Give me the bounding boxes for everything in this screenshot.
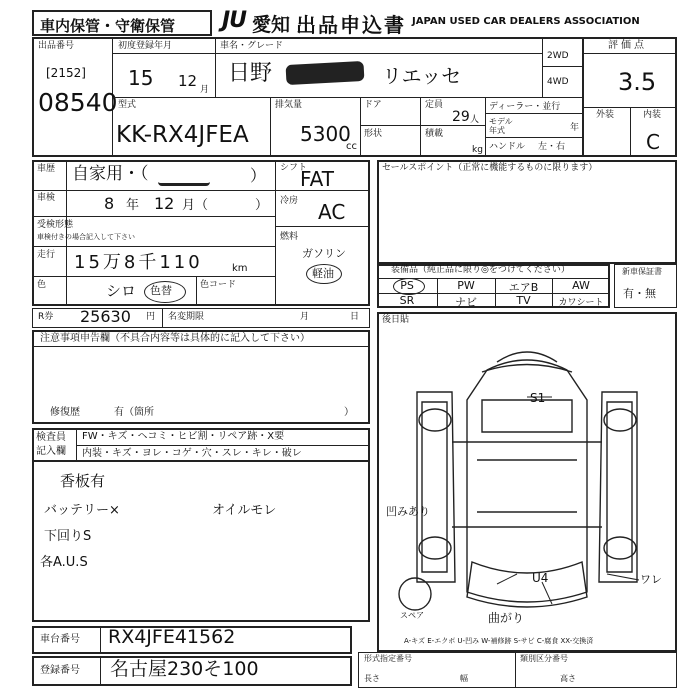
registration-month-unit: 月 [200, 85, 210, 95]
acceptance-label: 受検形態 [37, 220, 74, 230]
history-suffix: ） [250, 166, 267, 185]
handle-label: ハンドル [489, 142, 526, 152]
cat-label: 類別区分番号 [520, 654, 568, 663]
registration-month: 12 [178, 72, 198, 90]
fuel-label: 燃料 [280, 232, 299, 242]
inspection-year-unit: 年 [126, 198, 140, 213]
plate-value: 名古屋230そ100 [110, 658, 259, 680]
exterior-label: 外装 [596, 110, 615, 120]
length-label: 長さ [364, 674, 380, 683]
inspector-entry-label: 記入欄 [36, 446, 66, 457]
inspector-row1: FW・キズ・ヘコミ・ヒビ割・リペア跡・X要 [82, 431, 285, 442]
shape-label: 形状 [364, 129, 383, 139]
storage-label-box [32, 10, 212, 36]
rcert-value: 25630 [80, 307, 131, 326]
equip-ps: PS [400, 279, 414, 292]
vehicle-diagram [377, 312, 677, 652]
notes-label: 注意事項申告欄（不具合内容等は具体的に記入して下さい） [40, 333, 310, 344]
note-4: 下回りS [44, 529, 92, 544]
lot-sub: [2152] [46, 66, 86, 80]
note-2: バッテリー× [44, 503, 120, 518]
mark-s1: S1 [530, 391, 546, 405]
displacement-value: 5300 [300, 122, 351, 146]
year-unit: 年 [570, 123, 580, 133]
inspection-suffix: ） [255, 198, 269, 213]
car-grade-value: リエッセ [382, 64, 462, 88]
height-label: 高さ [560, 674, 576, 683]
name-change-day: 日 [350, 312, 360, 322]
mark-crack: ワレ [640, 573, 662, 586]
fuel-circle [306, 264, 342, 284]
interior-grade: C [646, 130, 660, 154]
dealer-label: ディーラー・並行 [489, 102, 561, 112]
car-name-label: 車名・グレード [220, 41, 284, 51]
load-unit: kg [472, 145, 483, 155]
chassis-label: 車台番号 [40, 634, 80, 645]
model-year-label: モデル 年式 [489, 117, 513, 135]
ac-label: 冷房 [280, 196, 299, 206]
inspector-label: 検査員 [36, 432, 66, 443]
inspector-row2: 内装・キズ・ヨレ・コゲ・穴・スレ・キレ・破レ [82, 448, 302, 459]
equip-airbag: エアB [508, 281, 539, 294]
warranty-value: 有・無 [623, 287, 656, 300]
chassis-value: RX4JFE41562 [108, 626, 236, 648]
car-name-value: 日野 [228, 61, 273, 86]
note-5: 各A.U.S [40, 555, 88, 570]
warranty-label: 新車保証書 [622, 267, 662, 276]
damage-legend: A-キズ E-エクボ U-凹み W-補修跡 S-サビ C-腐食 XX-交換済 [404, 637, 594, 645]
note-3: オイルモレ [212, 503, 277, 518]
shift-value: FAT [300, 167, 335, 191]
drive-4wd: 4WD [547, 77, 569, 87]
load-label: 積載 [425, 129, 444, 139]
plate-label: 登録番号 [40, 665, 80, 676]
note-1: 香板有 [60, 472, 106, 490]
equip-leather: カワシート [558, 298, 604, 308]
car-name-scribble [286, 61, 365, 85]
lot-label: 出品番号 [38, 41, 75, 51]
rcert-unit: 円 [146, 312, 156, 322]
registration-label: 初度登録年月 [118, 41, 173, 51]
tx-label: 形式指定番号 [364, 654, 412, 663]
form-title: 出品申込書 [296, 13, 406, 37]
capacity-label: 定員 [425, 100, 444, 110]
sales-point-section [377, 160, 677, 264]
rating-score: 3.5 [618, 68, 657, 96]
capacity-unit: 人 [470, 115, 480, 125]
drive-2wd: 2WD [547, 51, 569, 61]
repair-value: 有（箇所 [114, 407, 154, 418]
equip-aw: AW [572, 279, 590, 292]
equipment-label: 装備品（純正品に限り◎をつけてください） [391, 265, 570, 275]
rating-label: 評価点 [608, 40, 647, 51]
equip-sr: SR [399, 294, 415, 307]
fuel-gasoline: ガソリン [302, 247, 346, 260]
repair-label: 修復歴 [50, 407, 80, 418]
equip-navi: ナビ [455, 296, 477, 309]
history-scribble [158, 169, 210, 186]
ju-logo: JU [222, 8, 247, 33]
name-change-month: 月 [300, 312, 310, 322]
repair-suffix: ） [344, 407, 354, 418]
model-value: KK-RX4JFEA [116, 122, 249, 148]
displacement-label: 排気量 [275, 100, 303, 110]
displacement-unit: cc [346, 141, 357, 152]
inspection-year: 8 [104, 194, 115, 213]
mark-bent: 曲がり [488, 611, 525, 625]
association-name: JAPAN USED CAR DEALERS ASSOCIATION [412, 16, 640, 27]
capacity-value: 29 [452, 109, 470, 125]
color-code-label: 色コード [200, 280, 237, 290]
mileage-unit: km [232, 263, 248, 274]
mileage-value: 15万8千110 [74, 252, 203, 273]
spare-label: スペア [400, 611, 424, 620]
rcert-label: R券 [38, 312, 54, 322]
handle-options: 左・右 [538, 142, 566, 152]
mark-dented: 凹みあり [386, 505, 430, 518]
model-label: 型式 [118, 100, 137, 110]
registration-year: 15 [128, 66, 154, 90]
mileage-label: 走行 [37, 250, 56, 260]
after-paste-label: 後日貼 [382, 315, 410, 325]
color-value: シロ [106, 282, 137, 300]
equip-tv: TV [516, 294, 531, 307]
shift-label: シフト [280, 163, 308, 173]
mark-u4: U4 [532, 571, 549, 585]
org-name: 愛知 [252, 14, 291, 36]
inspection-month-unit: 月（ [182, 198, 209, 213]
history-value: 自家用・（ [72, 164, 149, 184]
door-label: ドア [364, 100, 382, 110]
ac-value: AC [318, 200, 346, 224]
storage-label: 車内保管・守衛保管 [40, 17, 176, 35]
acceptance-note: 車検付きの場合記入して下さい [37, 233, 135, 241]
interior-label: 内装 [643, 110, 662, 120]
inspection-label: 車検 [37, 193, 56, 203]
color-label: 色 [37, 280, 47, 290]
fuel-diesel: 軽油 [312, 267, 334, 280]
history-label: 車歴 [37, 164, 56, 174]
lot-number: 08540 [38, 88, 118, 117]
name-change-label: 名変期限 [168, 312, 205, 322]
width-label: 幅 [460, 674, 468, 683]
color-change-label: 色替 [150, 284, 172, 297]
equip-pw: PW [457, 279, 475, 292]
inspection-month: 12 [154, 194, 175, 213]
sales-point-label: セールスポイント（正常に機能するものに限ります） [382, 163, 598, 173]
equip-ps-circle [393, 278, 425, 295]
notes-section [32, 330, 370, 424]
